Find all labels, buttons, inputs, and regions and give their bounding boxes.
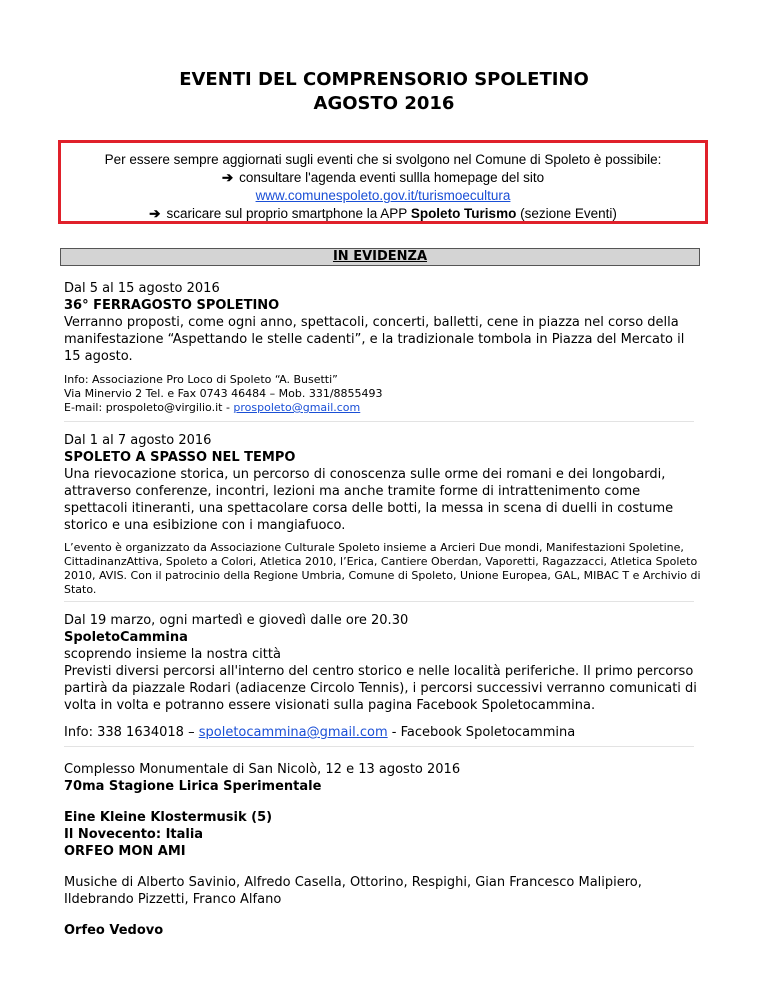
event-date: Dal 5 al 15 agosto 2016 <box>64 281 220 296</box>
phone-text: Info: 338 1634018 – <box>64 725 199 740</box>
event-description: Previsti diversi percorsi all'interno del centro storico e nelle località periferiche. Il primo percorso partirà da piazzale Rodari (adiacenze Circolo Tennis), i percorsi successivi verranno comunicati di volta in volta e potranno essere visionati sulla pagina Facebook Spoletocammina. <box>64 664 697 713</box>
event-date: Dal 1 al 7 agosto 2016 <box>64 433 212 448</box>
program-item: Orfeo Vedovo <box>64 923 164 938</box>
notice-item-app <box>61 205 705 223</box>
divider <box>64 421 694 422</box>
section-header: IN EVIDENZA <box>60 248 700 266</box>
divider <box>64 746 694 747</box>
event-title: 36° FERRAGOSTO SPOLETINO <box>64 298 280 313</box>
site-link[interactable]: www.comunespoleto.gov.it/turismoecultura <box>255 188 511 203</box>
event-description: Una rievocazione storica, un percorso di conoscenza sulle orme dei romani e dei longobardi, attraverso conferenze, incontri, lezioni ma anche tramite forme di intrattenimento come spettacoli itineranti, una spettacolare corsa delle botti, la messa in scena di duelli in costume storico e una esibizione con i mangiafuoco. <box>64 467 674 533</box>
notice-box <box>58 140 708 224</box>
event-info-text: L’evento è organizzato da Associazione Culturale Spoleto insieme a Arcieri Due mondi, Manifestazioni Spoletine, CittadinanzAttiva, Spoleto a Colori, Atletica 2010, l’Erica, Cantiere Oberdan, Vaporetti, Ragazzacci, Atletica Spoleto 2010, AVIS. Con il patrocinio della Regione Umbria, Comune di Spoleto, Unione Europea, GAL, MIBAC T e Archivio di Stato. <box>64 541 701 596</box>
event-info-line1: Info: Associazione Pro Loco di Spoleto “A. Busetti” <box>64 373 338 386</box>
document-title-line2: AGOSTO 2016 <box>313 93 455 114</box>
event-info <box>64 373 704 415</box>
app-name: Spoleto Turismo <box>410 206 517 221</box>
email-link[interactable]: prospoleto@gmail.com <box>233 401 361 414</box>
event-spoletocammina <box>64 612 704 741</box>
notice-line3-post: (sezione Eventi) <box>516 206 617 221</box>
event-stagione-lirica <box>64 761 704 939</box>
event-description: Verranno proposti, come ogni anno, spettacoli, concerti, balletti, cene in piazza nel corso della manifestazione “Aspettando le stelle cadenti”, e la tradizionale tombola in Piazza del Mercato il 15 agosto. <box>64 315 685 364</box>
event-title: SpoletoCammina <box>64 630 188 645</box>
event-info-line2: Via Minervio 2 Tel. e Fax 0743 46484 – Mob. 331/8855493 <box>64 387 383 400</box>
event-title: 70ma Stagione Lirica Sperimentale <box>64 779 322 794</box>
event-spasso-nel-tempo <box>64 432 704 534</box>
program-item: Il Novecento: Italia <box>64 827 204 842</box>
program-item: Eine Kleine Klostermusik (5) <box>64 810 273 825</box>
event-info <box>64 541 704 597</box>
event-date: Dal 19 marzo, ogni martedì e giovedì dalle ore 20.30 <box>64 613 409 628</box>
notice-line2: consultare l'agenda eventi sullla homepage del sito <box>239 170 545 185</box>
document-title-line1: EVENTI DEL COMPRENSORIO SPOLETINO <box>179 69 589 90</box>
event-info <box>64 724 704 741</box>
notice-line3-pre: scaricare sul proprio smartphone la APP <box>166 206 411 221</box>
email-text: E-mail: prospoleto@virgilio.it - <box>64 401 234 414</box>
event-date: Complesso Monumentale di San Nicolò, 12 e 13 agosto 2016 <box>64 762 461 777</box>
divider <box>64 601 694 602</box>
notice-line1: Per essere sempre aggiornati sugli eventi che si svolgono nel Comune di Spoleto è possibile: <box>104 152 662 167</box>
arrow-right-icon: ➔ <box>149 206 161 221</box>
event-ferragosto <box>64 280 704 365</box>
event-info-line3 <box>64 401 704 415</box>
event-title: SPOLETO A SPASSO NEL TEMPO <box>64 450 296 465</box>
event-description: Musiche di Alberto Savinio, Alfredo Casella, Ottorino, Respighi, Gian Francesco Malipiero, Ildebrando Pizzetti, Franco Alfano <box>64 875 642 907</box>
email-link[interactable]: spoletocammina@gmail.com <box>198 725 388 740</box>
notice-item-agenda <box>61 169 705 187</box>
facebook-text: - Facebook Spoletocammina <box>387 725 576 740</box>
program-item: ORFEO MON AMI <box>64 844 186 859</box>
event-subtitle: scoprendo insieme la nostra città <box>64 647 281 662</box>
arrow-right-icon: ➔ <box>221 170 234 185</box>
